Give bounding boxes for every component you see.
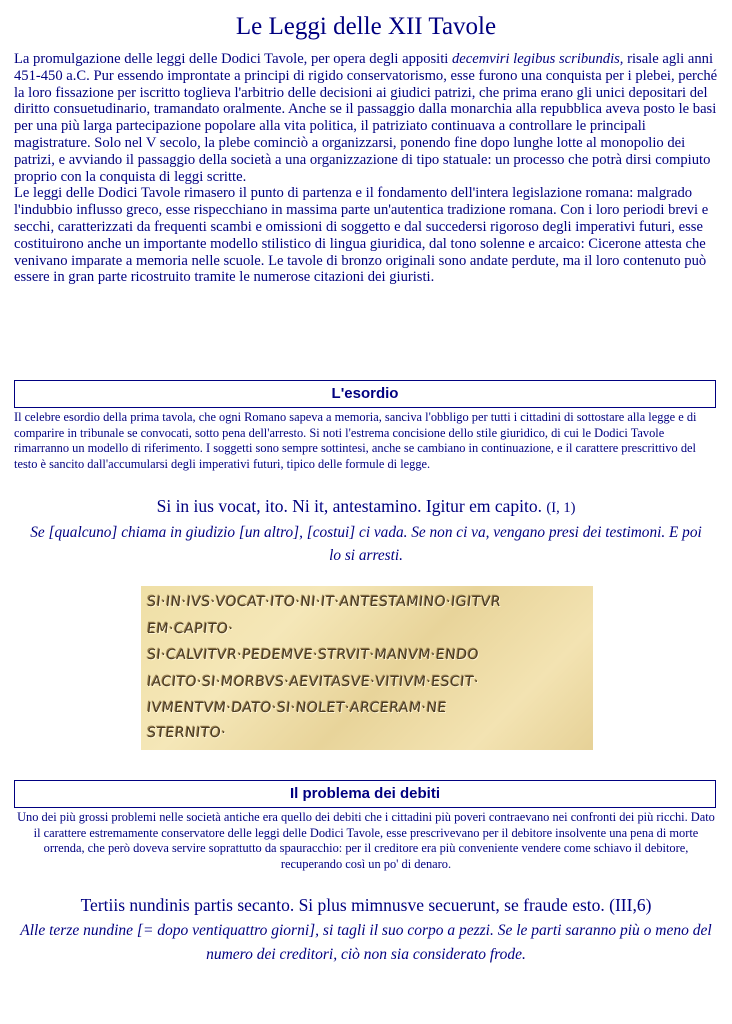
inscription-line-3: SI·CALVITVR·PEDEMVE·STRVIT·MANVM·ENDO <box>146 647 480 663</box>
translation-1: Se [qualcuno] chiama in giudizio [un altro], [costui] ci vada. Se non ci va, vengano presi dei testimoni. E poi lo si arresti. <box>30 524 702 564</box>
inscription-line-1: SI·IN·IVS·VOCAT·ITO·NI·IT·ANTESTAMINO·IGITVR <box>146 594 502 610</box>
intro-p1-start: La promulgazione delle leggi delle Dodici Tavole, per opera degli appositi <box>14 51 452 67</box>
page-title: Le Leggi delle XII Tavole <box>235 13 497 40</box>
latin-quote-1 <box>0 496 732 517</box>
intro-p1-end: risale agli anni 451-450 a.C. Pur essendo improntate a principi di rigido conservatorismo, esse furono una conquista per i plebei, perché la loro fissazione per iscritto toglieva l'arbitrio delle decisioni ai giudici patrizi, che prima erano gli unici depositari del diritto consuetudinario, tramandato oralmente. Anche se il passaggio dalla monarchia alla repubblica aveva posto le basi per una più larga partecipazione popolare alla vita politica, il patriziato continuava a controllare le principali magistrature. Solo nel V secolo, la plebe cominciò a organizzarsi, ponendo fine dopo lunghe lotte al monopolio dei patrizi, e avviando il passaggio della società a una organizzazione di tipo statuale: un processo che potrà dirsi compiuto proprio con la conquista di leggi scritte. <box>14 51 718 185</box>
intro-paragraph-1 <box>14 51 720 185</box>
section-heading-esordio: L'esordio <box>14 380 716 408</box>
inscription-line-6: STERNITO· <box>146 725 227 741</box>
inscription-line-2: EM·CAPITO· <box>146 621 235 637</box>
section-text-esordio: Il celebre esordio della prima tavola, che ogni Romano sapeva a memoria, sanciva l'obbligo per tutti i cittadini di sottostare alla legge e di comparire in tribunale se convocati, sotto pena dell'arresto. Si noti l'estrema concisione dello stile giuridico, di cui le Dodici Tavole rimarranno un modello di riferimento. I soggetti sono sempre sottintesi, anche se cambiano in continuazione, e il carattere prescrittivo del testo è sancito dall'accumularsi degli imperativi futuri, tipico delle formule di legge. <box>14 410 697 471</box>
latin-text-2: Tertiis nundinis partis secanto. Si plus mimnusve secuerunt, se fraude esto. <box>80 895 605 915</box>
inscription-line-4: IACITO·SI·MORBVS·AEVITASVE·VITIVM·ESCIT· <box>146 674 480 690</box>
inscription-line-5: IVMENTVM·DATO·SI·NOLET·ARCERAM·NE <box>146 700 448 716</box>
intro-text <box>14 51 720 286</box>
latin-ref-2: (III,6) <box>609 895 652 915</box>
latin-quote-2 <box>0 895 732 916</box>
translation-2: Alle terze nundine [= dopo ventiquattro giorni], si tagli il suo corpo a pezzi. Se le parti saranno più o meno del numero dei creditori, ciò non sia considerato frode. <box>20 922 712 963</box>
section-text-debiti: Uno dei più grossi problemi nelle società antiche era quello dei debiti che i cittadini più poveri contraevano nei confronti dei più ricchi. Dato il carattere estremamente conservatore delle leggi delle Dodici Tavole, esse prescrivevano per il debitore insolvente una pena di morte orrenda, che però doveva servire soprattutto da spauracchio: per il creditore era più conveniente vendere come schiavo il debitore, recuperando così un po' di denaro. <box>17 810 715 871</box>
intro-p1-italic: decemviri legibus scribundis, <box>452 51 624 67</box>
section-heading-debiti: Il problema dei debiti <box>14 780 716 808</box>
intro-paragraph-2: Le leggi delle Dodici Tavole rimasero il punto di partenza e il fondamento dell'intera legislazione romana: malgrado l'indubbio influsso greco, esse rispecchiano in massima parte un'autentica tradizione romana. Con i loro periodi brevi e secchi, caratterizzati da frequenti scambi e omissioni di soggetto e dal succedersi rigoroso degli imperativi futuri, esse costituirono anche un importante modello stilistico di lingua giuridica, dal tono solenne e arcaico: Cicerone attesta che venivano imparate a memoria nelle scuole. Le tavole di bronzo originali sono andate perdute, ma il loro contenuto può essere in gran parte ricostruito tramite le numerose citazioni dei giuristi. <box>14 185 709 286</box>
stone-inscription-image <box>141 586 593 750</box>
latin-ref-1: (I, 1) <box>546 500 576 516</box>
latin-text-1: Si in ius vocat, ito. Ni it, antestamino. Igitur em capito. <box>156 496 543 516</box>
